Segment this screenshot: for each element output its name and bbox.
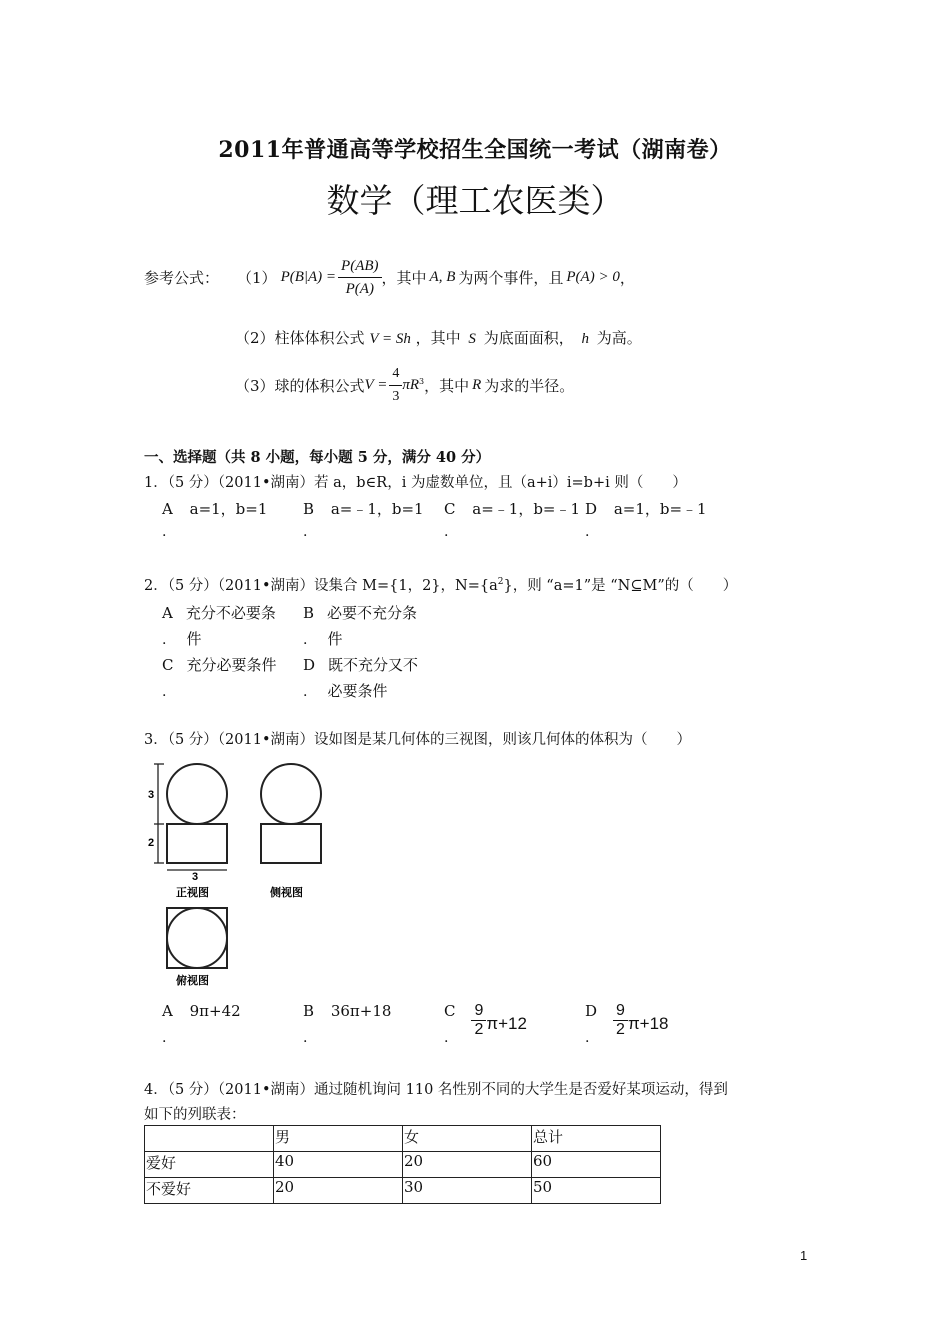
q1-option-c-letter: C [444,500,456,518]
formula-1-text1: ，其中 [381,268,427,287]
q2-option-a-letter: A [162,604,173,622]
section-heading: 一、选择题（共 8 小题，每小题 5 分，满分 40 分） [144,449,491,466]
q1-option-a[interactable] [162,498,267,519]
q1-option-b-text: a=﹣1，b=1 [330,500,424,518]
q1-option-d-letter: D [585,500,598,518]
formula-3-exp: 3 [419,376,425,386]
table-cell: 男 [274,1126,403,1152]
dimension-3-vertical: 3 [148,789,155,801]
q3-option-c-num: 9 [471,1002,486,1021]
formula-intro: 参考公式： [144,268,220,287]
q2-option-d-letter: D [303,656,316,674]
q2-option-d-line2: 必要条件 [327,682,388,700]
q1-option-b-dot: . [303,524,308,540]
dimension-2-vertical: 2 [148,837,155,849]
question-3-stem: 3．（5 分）（2011•湖南）设如图是某几何体的三视图，则该几何体的体积为（ ） [144,732,692,748]
formula-1-end: ， [619,268,635,287]
q2-stem-pre: 2．（5 分）（2011•湖南）设集合 M={1，2}，N={a [144,578,498,594]
top-view-circle [167,908,227,968]
q1-option-d-text: a=1，b=﹣1 [613,500,707,518]
q1-option-d[interactable] [585,498,707,519]
formula-1-fraction [338,255,381,300]
q2-option-b-letter: B [303,604,315,622]
contingency-table [144,1125,661,1204]
q2-stem-post: }，则 “a=1”是 “N⊆M”的（ ） [503,578,738,594]
question-4-stem-line2: 如下的列联表： [144,1107,246,1123]
q2-option-c[interactable] [162,652,277,705]
q1-option-c-dot: . [444,524,449,540]
q3-option-a-text: 9π+42 [189,1002,241,1020]
q2-option-b-line1: 必要不充分条 [327,604,418,622]
table-row [145,1178,661,1204]
formula-3-text1: ，其中 [424,376,470,395]
q1-option-c-text: a=﹣1，b=﹣1 [472,500,581,518]
formula-3-prefix: （3）球的体积公式 [235,376,365,395]
q3-option-c-den: 2 [474,1021,484,1038]
top-view-label: 俯视图 [176,975,209,987]
table-cell: 总计 [532,1126,661,1152]
q1-option-c[interactable] [444,498,580,519]
formula-2-h: h [581,331,589,347]
q3-option-c-letter: C [444,1002,456,1020]
question-1-stem: 1．（5 分）（2011•湖南）若 a，b∈R，i 为虚数单位，且（a+i）i=b+i 则（ ） [144,475,687,491]
formula-3-denominator: 3 [392,388,400,404]
q2-option-d[interactable] [303,652,418,705]
q2-option-c-dot: . [162,684,167,700]
formula-2-S: S [468,331,476,347]
table-cell: 40 [274,1152,403,1178]
q1-option-d-dot: . [585,524,590,540]
q1-option-a-text: a=1，b=1 [189,500,268,518]
q2-stem-sup: 2 [497,577,504,588]
q3-option-c-rest: π+12 [486,1014,527,1033]
table-cell: 50 [532,1178,661,1204]
q2-option-a-dot: . [162,632,167,648]
q2-option-d-dot: . [303,684,308,700]
formula-2 [235,327,642,348]
dimension-3-horizontal: 3 [192,871,199,883]
formula-1-text2: 为两个事件，且 [458,268,564,287]
q3-option-b-dot: . [303,1030,308,1046]
question-2-stem [144,574,737,595]
front-view-label: 正视图 [176,887,209,899]
q3-option-d-letter: D [585,1002,598,1020]
table-cell: 60 [532,1152,661,1178]
formula-1-cond: P(A) > 0 [566,268,620,285]
formula-1-numerator: P(AB) [338,255,381,278]
q2-option-c-letter: C [162,656,174,674]
table-row [145,1152,661,1178]
formula-1-lhs: P(B|A) = [280,268,337,285]
q3-option-d-num: 9 [613,1002,628,1021]
side-view-rect [261,824,321,863]
q1-option-b-letter: B [303,500,315,518]
table-cell [145,1126,274,1152]
table-cell: 不爱好 [145,1178,274,1204]
q3-option-d-rest: π+18 [627,1014,669,1033]
q2-option-a[interactable] [162,600,276,653]
front-view-rect [167,824,227,863]
q2-option-b-line2: 件 [327,630,343,648]
page-number: 1 [800,1248,808,1263]
q2-option-c-line1: 充分必要条件 [186,656,277,674]
formula-1-prefix: （1） [237,268,277,287]
formula-2-eq: V = Sh [369,331,411,347]
q3-option-b-letter: B [303,1002,315,1020]
q2-option-a-line2: 件 [186,630,202,648]
formula-3-fraction [389,363,402,408]
q3-option-d-dot: . [585,1030,590,1046]
q1-option-a-dot: . [162,524,167,540]
q2-option-a-line1: 充分不必要条 [185,604,276,622]
q1-option-b[interactable] [303,498,424,519]
q2-option-b[interactable] [303,600,417,653]
front-view-circle [167,764,227,824]
q3-option-a-letter: A [162,1002,173,1020]
formula-3 [235,360,574,410]
q3-option-d-fraction [613,1002,628,1039]
q3-option-b[interactable] [303,1002,391,1020]
side-view-label: 侧视图 [270,887,303,899]
table-cell: 爱好 [145,1152,274,1178]
formula-3-R: R [472,376,482,393]
q3-option-d-den: 2 [616,1021,625,1038]
q3-option-b-text: 36π+18 [330,1002,392,1020]
formula-3-lhs: V = [364,376,388,393]
formula-3-text2: 为求的半径。 [484,376,575,395]
table-cell: 20 [403,1152,532,1178]
side-view-circle [261,764,321,824]
formula-1-vars: A, B [429,268,456,285]
table-cell: 30 [403,1178,532,1204]
formula-1 [144,252,635,302]
formula-2-text3: 为高。 [596,329,642,347]
q2-option-b-dot: . [303,632,308,648]
q3-option-c-dot: . [444,1030,449,1046]
q1-option-a-letter: A [162,500,173,518]
page-subtitle: 数学（理工农医类） [326,181,624,220]
formula-2-text1: ，其中 [415,329,461,347]
formula-2-prefix: （2）柱体体积公式 [235,329,365,347]
three-view-figure [140,758,340,990]
q3-option-d[interactable] [585,1002,669,1039]
formula-3-rhs: πR [402,376,419,393]
q3-option-c[interactable] [444,1002,527,1039]
table-header-row [145,1126,661,1152]
question-4-stem-line1: 4．（5 分）（2011•湖南）通过随机询问 110 名性别不同的大学生是否爱好某项运动，得到 [144,1082,728,1098]
q3-option-a-dot: . [162,1030,167,1046]
table-cell: 女 [403,1126,532,1152]
table-cell: 20 [274,1178,403,1204]
page-title: 2011年普通高等学校招生全国统一考试（湖南卷） [218,137,732,163]
formula-2-text2: 为底面面积， [483,329,574,347]
q2-option-d-line1: 既不充分又不 [328,656,419,674]
formula-3-numerator: 4 [389,363,402,386]
q3-option-c-fraction [471,1002,486,1039]
q3-option-a[interactable] [162,1002,241,1020]
formula-1-denominator: P(A) [345,280,374,297]
